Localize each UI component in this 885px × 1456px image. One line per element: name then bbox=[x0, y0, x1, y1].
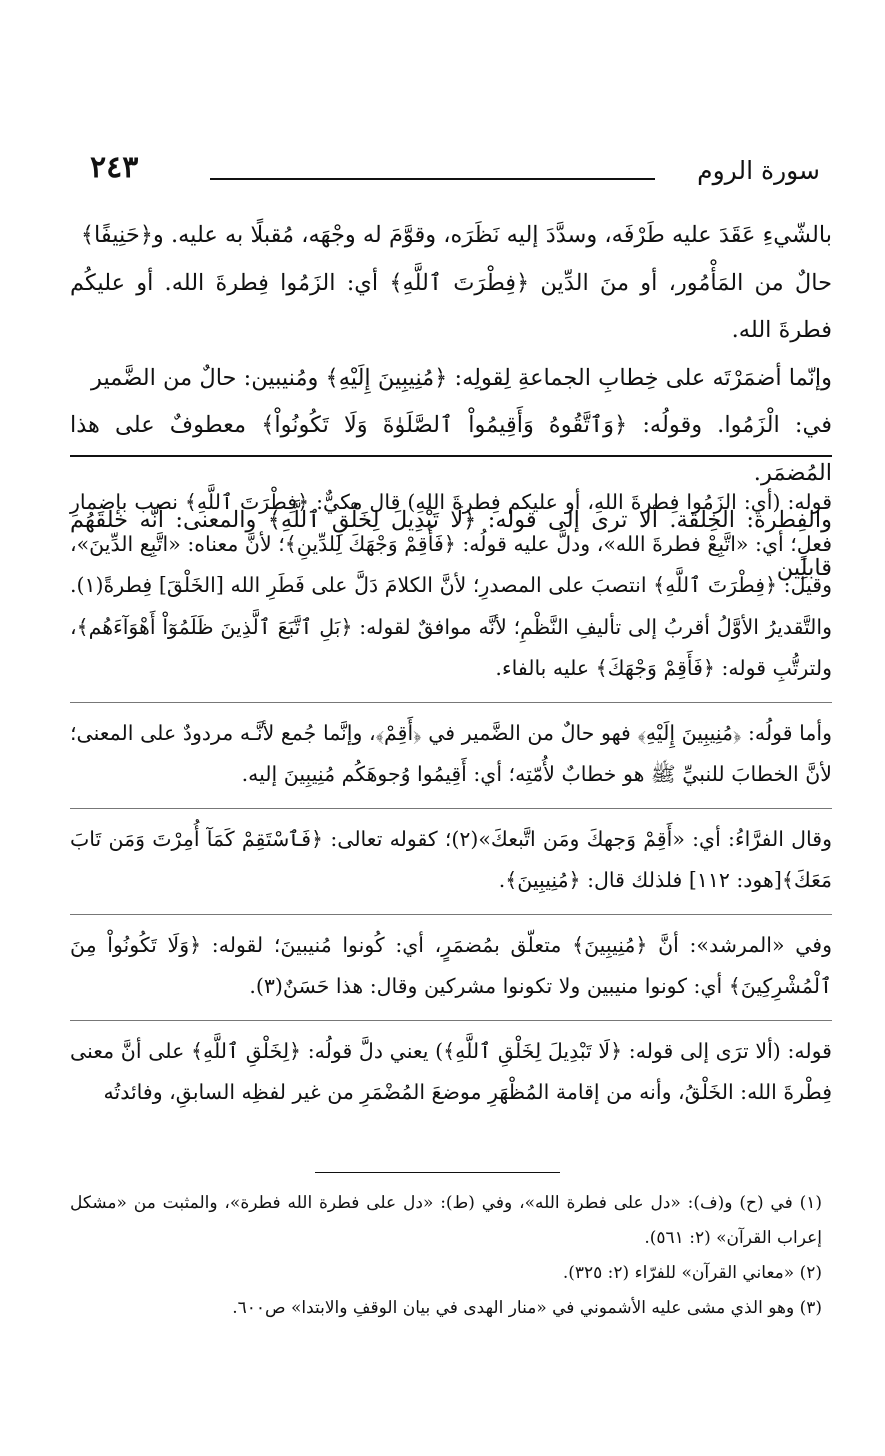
footnote: (٣) وهو الذي مشى عليه الأشموني في «منار الهدى في بيان الوقفِ والابتدا» ص٦٠٠. bbox=[232, 1298, 822, 1318]
matn-line: بالشّيءِ عَقَدَ عليه طَرْفَه، وسدَّدَ إليه نَظَرَه، وقوَّمَ له وجْهَه، مُقبلًا به عليه. و﴿حَنِيفًا﴾ bbox=[80, 222, 832, 248]
footnote: (٢) «معاني القرآن» للفرّاء (٢: ٣٢٥). bbox=[562, 1263, 822, 1283]
matn-separator-rule bbox=[70, 455, 832, 457]
footnotes bbox=[70, 1186, 822, 1326]
footnote-rule bbox=[315, 1172, 560, 1173]
matn-line: والفِطرة: الخِلقَة. ألا ترى إلى قوله: ﴿لَا تَبْدِيلَ لِخَلْقِ ٱللَّهِ﴾ والمعنى: أنّه خلقَهُم قابلِين bbox=[70, 507, 832, 581]
footnote: (١) في (ح) و(ف): «دل على فطرة الله»، وفي (ط): «دل على فطرة الله فطرة»، والمثبت من «مشكل إعراب القرآن» (٢: ٥٦١). bbox=[70, 1193, 822, 1248]
commentary-paragraph: قوله: (أي: الزَمُوا فِطرةَ اللهِ، أو عليكم فِطرةَ اللهِ) قال مكيٌّ: ﴿فِطْرَتَ ٱللَّهِ﴾ نصب بإضمارِ فعلٍ؛ أي: «اتَّبِعْ فطرةَ الله»، ودلَّ عليه قولُه: ﴿فَأَقِمْ وَجْهَكَ لِلدِّينِ﴾؛ لأنَّ معناه: «اتَّبِع الدِّينَ»، وقيل: ﴿فِطْرَتَ ٱللَّهِ﴾ انتصبَ على المصدرِ؛ لأنَّ الكلامَ دَلَّ على فَطَرِ الله [الخَلْقَ] فِطرةً(١). والتَّقديرُ الأوَّلُ أقربُ إلى تأليفِ النَّظْمِ؛ لأنَّه موافقٌ لقوله: ﴿بَلِ ٱتَّبَعَ ٱلَّذِينَ ظَلَمُوٓاْ أَهْوَآءَهُم﴾، ولترتُّبِ قوله: ﴿فَأَقِمْ وَجْهَكَ﴾ عليه بالفاء. bbox=[70, 490, 832, 680]
page-number: ٢٤٣ bbox=[90, 150, 139, 185]
paragraph-divider bbox=[70, 1020, 832, 1021]
matn-line: وإنّما أضمَرْتَه على خِطابِ الجماعةِ لِقولِه: ﴿مُنِيبِينَ إِلَيْهِ﴾ ومُنيبين: حالٌ من الضَّمير bbox=[91, 364, 832, 391]
header-rule bbox=[210, 178, 655, 180]
commentary bbox=[70, 482, 832, 1126]
surah-title: سورة الروم bbox=[697, 156, 820, 185]
matn-line: في: الْزَمُوا. وقولُه: ﴿وَٱتَّقُوهُ وَأَقِيمُواْ ٱلصَّلَوٰةَ وَلَا تَكُونُواْ﴾ معطوفٌ على هذا المُضمَر. bbox=[70, 412, 832, 486]
commentary-paragraph: وقال الفرَّاءُ: أي: «أَقِمْ وَجهكَ ومَن اتَّبعكَ»(٢)؛ كقوله تعالى: ﴿فَٱسْتَقِمْ كَمَآ أُمِرْتَ وَمَن تَابَ مَعَكَ﴾[هود: ١١٢] فلذلك قال: ﴿مُنِيبِينَ﴾. bbox=[70, 826, 832, 892]
commentary-paragraph: قوله: (ألا ترَى إلى قوله: ﴿لَا تَبْدِيلَ لِخَلْقِ ٱللَّهِ﴾) يعني دلَّ قولُه: ﴿لِخَلْقِ ٱللَّهِ﴾ على أنَّ معنى فِطْرةَ الله: الخَلْقُ، وأنه من إقامة المُظْهَرِ موضعَ المُضْمَرِ من غير لفظِه السابقِ، وفائدتُه bbox=[70, 1038, 832, 1104]
paragraph-divider bbox=[70, 808, 832, 809]
paragraph-divider bbox=[70, 702, 832, 703]
matn-line: حالٌ من المَأْمُور، أو منَ الدِّين ﴿فِطْرَتَ ٱللَّهِ﴾ أي: الزَمُوا فِطرةَ الله. أو عليكُم فطرةَ الله. bbox=[70, 269, 832, 343]
running-header bbox=[70, 148, 820, 200]
commentary-paragraph: وأما قولُه: ﴿مُنِيبِينَ إِلَيْهِ﴾ فهو حالٌ من الضَّمير في ﴿أَقِمْ﴾، وإنَّما جُمع لأنَّـه مردودٌ على المعنى؛ لأنَّ الخطابَ للنبيِّ ﷺ هو خطابٌ لأُمّتِه؛ أي: أَقِيمُوا وُجوهَكُم مُنِيبِينَ إليه. bbox=[70, 720, 832, 786]
commentary-paragraph: وفي «المرشد»: أنَّ ﴿مُنِيبِينَ﴾ متعلّق بمُضمَرٍ، أي: كُونوا مُنيبينَ؛ لقوله: ﴿وَلَا تَكُونُواْ مِنَ ٱلْمُشْرِكِينَ﴾ أي: كونوا منيبين ولا تكونوا مشركين وقال: هذا حَسَنٌ(٣). bbox=[70, 932, 832, 998]
paragraph-divider bbox=[70, 914, 832, 915]
